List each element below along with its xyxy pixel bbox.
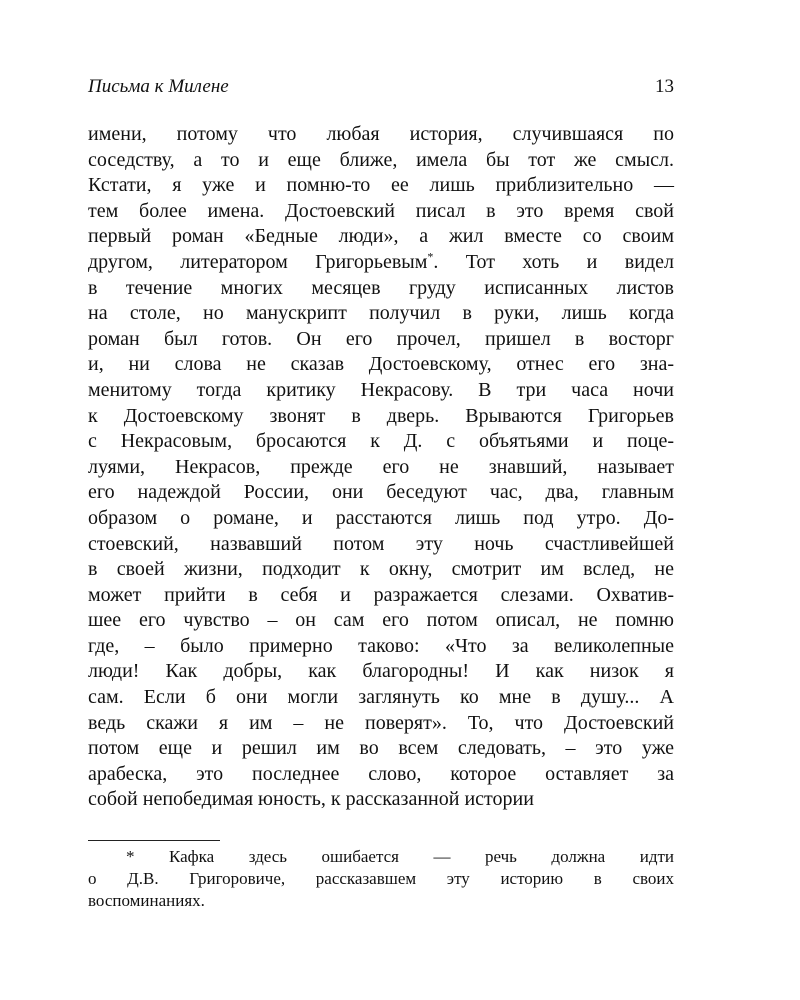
running-head (88, 76, 674, 102)
text-line-with-footnote-ref (88, 250, 674, 276)
page-number: 13 (655, 76, 674, 97)
footnote-line: о Д.В. Григоровиче, рассказавшем эту историю в своих (88, 869, 674, 888)
text-line: тем более имена. Достоевский писал в это время свой (88, 199, 674, 222)
text-line: образом о романе, и расстаются лишь под утро. До- (88, 506, 674, 529)
text-line: сам. Если б они могли заглянуть ко мне в душу... А (88, 686, 674, 709)
footnote-line: * Кафка здесь ошибается — речь должна идти (126, 847, 674, 866)
footnote-divider (88, 840, 220, 841)
text-line: его надеждой России, они беседуют час, два, главным (88, 481, 674, 504)
text-line: в своей жизни, подходит к окну, смотрит им вслед, не (88, 558, 674, 581)
text-line: первый роман «Бедные люди», а жил вместе со своим (88, 225, 674, 248)
text-line-head: другом, литератором Григорьевым (88, 250, 428, 273)
footnote-marker: * (427, 249, 434, 264)
text-line: соседству, а то и еще ближе, имела бы тот же смысл. (88, 148, 674, 171)
text-line: менитому тогда критику Некрасову. В три часа ночи (88, 378, 674, 401)
text-line: люди! Как добры, как благородны! И как низок я (88, 660, 674, 683)
footnote (88, 846, 674, 912)
running-title: Письма к Милене (88, 76, 229, 97)
text-line: стоевский, назвавший потом эту ночь счастливейшей (88, 532, 674, 555)
text-line: и, ни слова не сказав Достоевскому, отнес его зна- (88, 353, 674, 376)
text-line: арабеска, это последнее слово, которое оставляет за (88, 762, 674, 785)
text-line: собой непобедимая юность, к рассказанной истории (88, 788, 534, 811)
text-line: шее его чувство – он сам его потом описал, не помню (88, 609, 674, 632)
text-line: Кстати, я уже и помню-то ее лишь приблизительно — (88, 174, 674, 197)
footnote-line: воспоминаниях. (88, 891, 205, 910)
text-line: может прийти в себя и разражается слезами. Охватив- (88, 583, 674, 606)
text-line: на столе, но манускрипт получил в руки, лишь когда (88, 302, 674, 325)
text-line: с Некрасовым, бросаются к Д. с объятьями и поце- (88, 430, 674, 453)
text-line: имени, потому что любая история, случившаяся по (88, 123, 674, 145)
text-line-tail: . Тот хоть и видел (433, 250, 674, 273)
text-line: к Достоевскому звонят в дверь. Врываются Григорьев (88, 404, 674, 427)
text-line: где, – было примерно таково: «Что за великолепные (88, 634, 674, 657)
text-line: роман был готов. Он его прочел, пришел в восторг (88, 327, 674, 350)
text-line: луями, Некрасов, прежде его не знавший, называет (88, 455, 674, 478)
text-line: потом еще и решил им во всем следовать, – это уже (88, 737, 674, 760)
body-text (88, 122, 674, 813)
text-line: в течение многих месяцев груду исписанных листов (88, 276, 674, 299)
text-line: ведь скажи я им – не поверят». То, что Достоевский (88, 711, 674, 734)
